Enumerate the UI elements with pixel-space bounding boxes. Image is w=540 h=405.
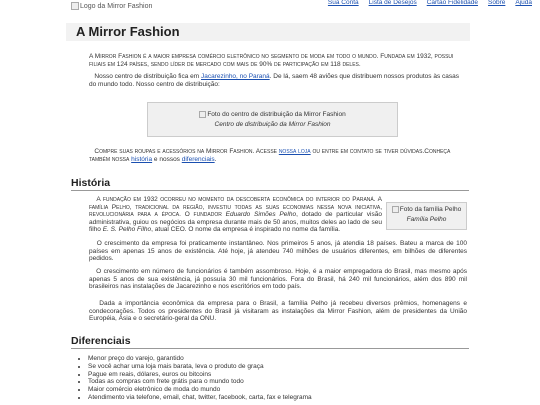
- cta-text-and: e nossos: [152, 155, 182, 163]
- historia-heading: História: [71, 177, 111, 189]
- cta-text-mid: ou entre em contato se tiver dúvidas.Conheça também nossa: [89, 148, 451, 163]
- historia-link[interactable]: história: [131, 155, 153, 163]
- diferenciais-list: [79, 355, 312, 402]
- family-alt: Foto da família Pelho: [399, 206, 462, 213]
- list-item: • Pague em reais, dólares, euros ou bitcoins: [88, 371, 312, 379]
- list-item: • Se você achar uma loja mais barata, leva o produto de graça: [88, 363, 312, 371]
- list-item: • Atendimento via telefone, email, chat, twitter, facebook, carta, fax e telegrama: [88, 394, 312, 402]
- distribution-center-image: [148, 111, 397, 118]
- diferenciais-heading: Diferenciais: [71, 335, 131, 347]
- distribution-center-alt: Foto do centro de distribuição da Mirror Fashion: [207, 111, 346, 118]
- family-figure: [386, 202, 467, 230]
- cta-text-pre: Compre suas roupas e acessórios na Mirror Fashion. Acesse: [94, 148, 279, 155]
- header: [0, 0, 540, 10]
- son-name: E. S. Pelho Filho: [102, 226, 152, 233]
- historia-text-1b: , dotado de particular visão administrativa, guiou os negócios da empresa durante mais de 50 anos, muitos deles ao lado de seu filho: [89, 211, 382, 233]
- historia-text-2: O crescimento da empresa foi praticamente instantâneo. Nos primeiros 5 anos, já atendia 18 países. Bateu a marca de 100 países em apenas 15 anos de existência. Até hoje, já atendeu 740 milhões de usuários diferentes, em bilhões de diferentes pedidos.: [89, 240, 467, 262]
- nav-link-ajuda[interactable]: Ajuda: [515, 0, 532, 6]
- family-image: [387, 206, 466, 213]
- intro-text-2-post: . De lá, saem 48 aviões que distribuem nossos produtos às casas do mundo todo. Nosso centro de distribuição:: [89, 73, 459, 88]
- historia-text-3: O crescimento em número de funcionários é também assombroso. Hoje, é a maior empregadora do Brasil, mas mesmo após apenas 5 anos de sua existência, já possuía 30 mil funcionários. Fora do Brasil, há 240 mil funcionários, além dos 890 mil brasileiros nas instalações de Jacarezinho e nos escritórios em todo país.: [89, 268, 468, 290]
- distribution-center-caption: Centro de distribuição da Mirror Fashion: [214, 121, 331, 128]
- cta-paragraph: [89, 148, 467, 163]
- cta-text-end: .: [214, 155, 217, 163]
- list-item: • Maior comércio eletrônico de moda do mundo: [88, 386, 312, 394]
- nav-link-sobre[interactable]: Sobre: [488, 0, 506, 6]
- intro-text-1: é a maior empresa comércio eletrônico no segmento de moda em todo o mundo. Fundada em 1932, possui filiais em 124 países, sendo líder de mercado com mais de 90% de participação em 118 deles.: [89, 53, 454, 68]
- historia-text-1c: , atual CEO. O nome da empresa é inspirado no nome da família.: [151, 226, 341, 233]
- brand-name: A Mirror Fashion: [89, 53, 142, 60]
- title-bar: [66, 23, 470, 41]
- logo-alt-text: Logo da Mirror Fashion: [80, 2, 153, 10]
- nav-link-cartao-fidelidade[interactable]: Cartão Fidelidade: [426, 0, 479, 6]
- intro-paragraph-1: [89, 53, 467, 68]
- historia-text-4: Dada a importância econômica da empresa para o Brasil, a família Pelho já recebeu diversos prêmios, homenagens e condecorações. Todos os presidentes do Brasil já visitaram as instalações da Mirror Fashion, além de presidentes da União Européia, Ásia e o secretário-geral da ONU.: [89, 300, 468, 322]
- family-caption: Família Pelho: [406, 216, 447, 223]
- historia-paragraph-3: [89, 268, 467, 291]
- broken-image-icon: [392, 206, 399, 213]
- nav-link-sua-conta[interactable]: Sua Conta: [327, 0, 359, 6]
- nav-link-lista-desejos[interactable]: Lista de Desejos: [368, 0, 417, 6]
- distribution-center-figure: [147, 102, 398, 137]
- divider: [71, 348, 469, 349]
- list-item: • Todas as compras com frete grátis para o mundo todo: [88, 378, 312, 386]
- divider: [71, 190, 469, 191]
- top-nav: [328, 0, 532, 6]
- jacarezinho-link[interactable]: Jacarezinho, no Paraná: [201, 73, 270, 80]
- broken-image-icon: [199, 111, 206, 118]
- historia-paragraph-1: [89, 196, 382, 234]
- diferenciais-link[interactable]: diferenciais: [181, 155, 215, 163]
- nossa-loja-link[interactable]: nossa loja: [278, 148, 311, 155]
- historia-text-1a: A fundação em 1932 ocorreu no momento da descoberta econômica do interior do Paraná. A família Pelho, tradicional da região, investiu todas as suas economias nessa nova iniciativa, revolucionária para a época. O fundador: [89, 196, 382, 218]
- broken-image-icon: [71, 2, 79, 10]
- page-title: A Mirror Fashion: [76, 24, 180, 39]
- historia-paragraph-4: [89, 300, 467, 323]
- logo[interactable]: [71, 2, 152, 10]
- intro-paragraph-2: [89, 73, 467, 88]
- list-item: • Menor preço do varejo, garantido: [88, 355, 312, 363]
- founder-name: Eduardo Simões Pelho: [225, 211, 297, 218]
- intro-text-2-pre: Nosso centro de distribuição fica em: [94, 73, 201, 80]
- historia-paragraph-2: [89, 240, 467, 263]
